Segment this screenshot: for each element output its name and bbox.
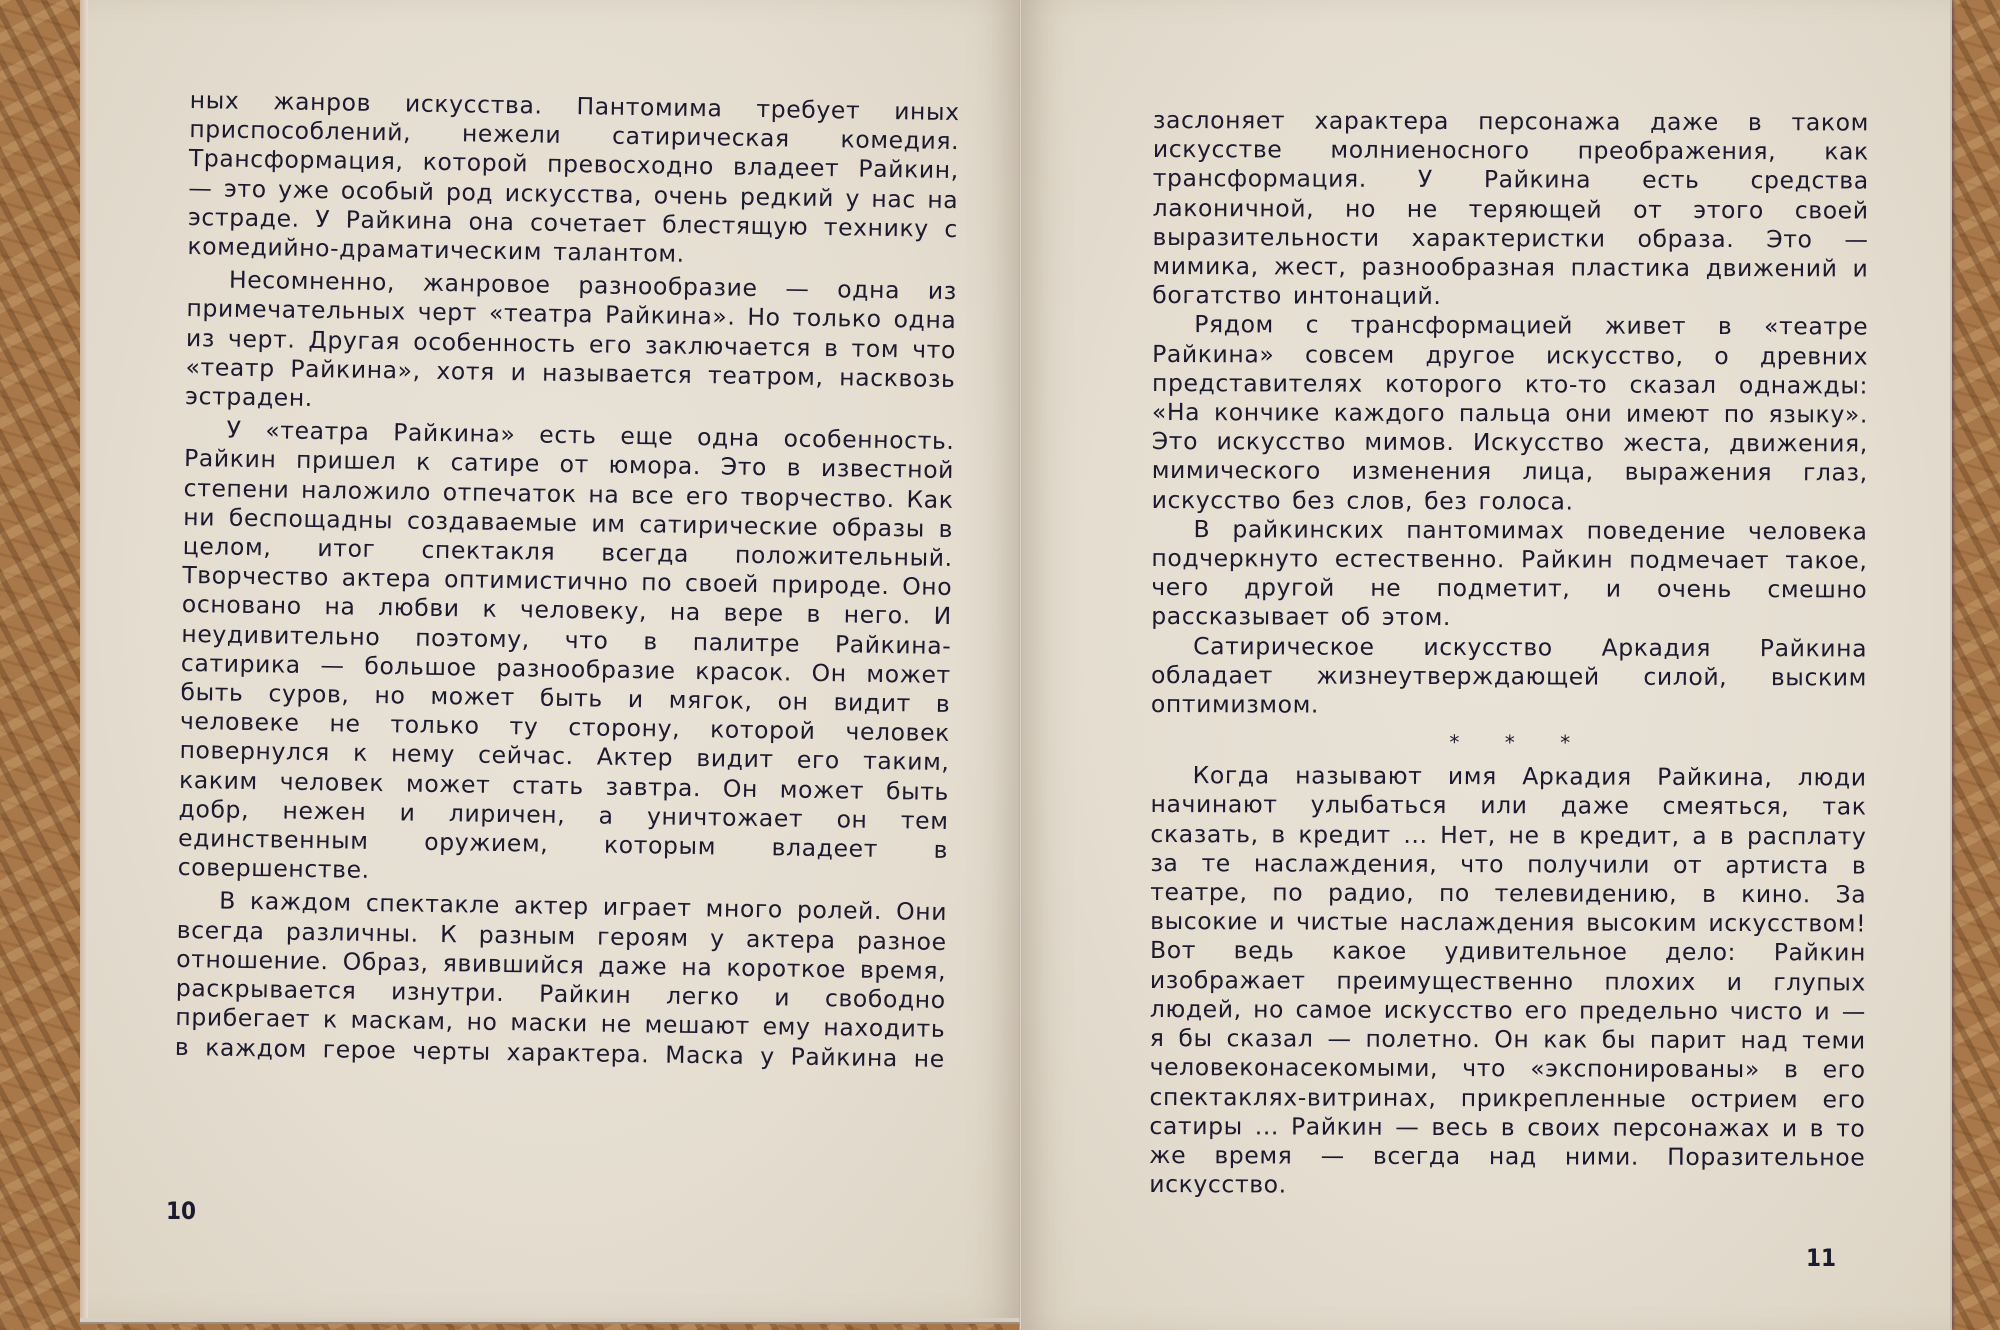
- paragraph: Рядом с трансформацией живет в «театре Райкина» совсем другое искусство, о древних представителях которого кто-то сказал однажды: «На кончике каждого пальца они имеют по языку». Это искусство мимов. Искусство жеста, движения, мимического изменения лица, выражения глаз, искусство без слов, без голоса.: [1151, 310, 1869, 516]
- paragraph: Несомненно, жанровое разнообразие — одна из примечательных черт «театра Райкина». Но только одна из черт. Другая особенность его заключается в том что «театр Райкина», хотя и называется театром, насквозь эстраден.: [184, 265, 958, 412]
- paragraph: ных жанров искусства. Пантомима требует иных приспособлений, нежели сатирическая комедия. Трансформация, которой превосходно владеет Райкин, — это уже особый род искусства, очень редкий у нас на эстраде. У Райкина она сочетает блестящую технику с комедийно-драматическим талантом.: [187, 86, 960, 268]
- right-page: [1020, 0, 1950, 1330]
- paragraph: Когда называют имя Аркадия Райкина, люди начинают улыбаться или даже смеяться, так сказать, в кредит ... Нет, не в кредит, а в расплату за те наслаждения, что получили от артиста в театре, по радио, по телевидению, в кино. За высокие и чистые наслаждения высоким искусством! Вот ведь какое удивительное дело: Райкин изображает преимущественно плохих и глупых людей, но самое искусство его предельно чисто и — я бы сказал — полетно. Он как бы парит над теми человеконасекомыми, что «экспонированы» в его спектаклях-витринах, прикрепленные острием его сатиры ... Райкин — весь в своих персонажах и в то же время — всегда над ними. Поразительное искусство.: [1149, 761, 1867, 1199]
- paragraph: Сатирическое искусство Аркадия Райкина обладает жизнеутверждающей силой, выским оптимизмом.: [1150, 631, 1868, 719]
- page-number-left: 10: [166, 1197, 197, 1225]
- paragraph: У «театра Райкина» есть еще одна особенность. Райкин пришел к сатире от юмора. Это в известной степени наложило отпечаток на все его творчество. Как ни беспощадны создаваемые им сатирические образы в целом, итог спектакля всегда положительный. Творчество актера оптимистично по своей природе. Оно основано на любви к человеку, на вере в него. И неудивительно поэтому, что в палитре Райкина-сатирика — большое разнообразие красок. Он может быть суров, но может быть и мягок, он видит в человеке не только ту сторону, которой человек повернулся к нему сейчас. Актер видит его таким, каким человек может стать завтра. Он может быть добр, нежен и лиричен, а уничтожает он тем единственным оружием, которым владеет в совершенстве.: [177, 415, 955, 885]
- section-separator: * * *: [1449, 730, 1589, 755]
- left-page-text: [175, 86, 960, 1074]
- book-spine-crease: [1019, 0, 1022, 1330]
- left-page: [80, 0, 1020, 1318]
- paragraph: В райкинских пантомимах поведение человека подчеркнуто естественно. Райкин подмечает такое, чего другой не подметит, и очень смешно рассказывает об этом.: [1151, 514, 1868, 632]
- page-edge: [80, 0, 88, 1318]
- page-number-right: 11: [1806, 1244, 1837, 1272]
- right-page-text: [1149, 106, 1869, 1202]
- paragraph: В каждом спектакле актер играет много ролей. Они всегда различны. К разным героям у актера разное отношение. Образ, явившийся даже на короткое время, раскрывается изнутри. Райкин легко и свободно прибегает к маскам, но маски не мешают ему находить в каждом герое черты характера. Маска у Райкина не: [174, 887, 948, 1073]
- paragraph: заслоняет характера персонажа даже в таком искусстве молниеносного преображения, как трансформация. У Райкина есть средства лаконичной, но не теряющей от этого своей выразительности характеристки образа. Это — мимика, жест, разнообразная пластика движений и богатство интонаций.: [1152, 106, 1869, 311]
